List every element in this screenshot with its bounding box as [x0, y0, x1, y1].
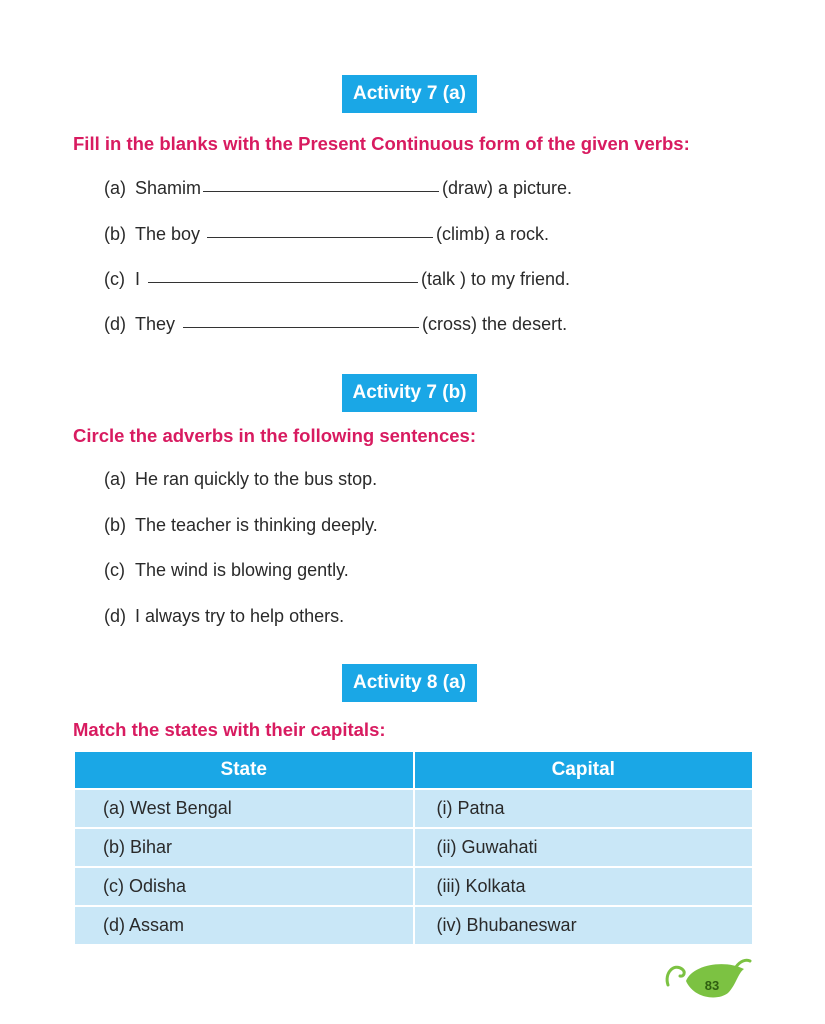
answer-blank[interactable] [207, 236, 433, 238]
item-letter: (a) [104, 469, 126, 489]
answer-blank[interactable] [148, 281, 418, 283]
item-subject: I [135, 269, 141, 289]
item-letter: (d) [104, 606, 126, 626]
blank-item-b [104, 224, 549, 245]
adverb-item-a [104, 469, 377, 490]
page-number: 83 [704, 978, 720, 993]
blank-item-a [104, 178, 572, 199]
column-header-state: State [75, 752, 414, 789]
capital-cell[interactable]: (i) Patna [414, 789, 753, 828]
activity-badge-8a: Activity 8 (a) [342, 664, 477, 702]
item-verb: (draw) a picture. [442, 178, 573, 198]
table-header-row [75, 752, 752, 789]
item-letter: (b) [104, 224, 126, 244]
blank-item-c [104, 269, 570, 290]
table-row [75, 789, 752, 828]
item-subject: Shamim [135, 178, 202, 198]
activity-badge-7b: Activity 7 (b) [342, 374, 477, 412]
capital-cell[interactable]: (ii) Guwahati [414, 828, 753, 867]
activity-badge-7a: Activity 7 (a) [342, 75, 477, 113]
item-letter: (a) [104, 178, 126, 198]
capital-cell[interactable]: (iii) Kolkata [414, 867, 753, 906]
table-row [75, 906, 752, 944]
state-capital-table [75, 752, 752, 944]
sentence-text[interactable]: The wind is blowing gently. [135, 560, 349, 580]
item-letter: (b) [104, 515, 126, 535]
column-header-capital: Capital [414, 752, 753, 789]
item-subject: They [135, 314, 176, 334]
instruction-7b: Circle the adverbs in the following sentences: [73, 425, 476, 446]
blank-item-d [104, 314, 567, 335]
state-cell[interactable]: (b) Bihar [75, 828, 414, 867]
item-letter: (c) [104, 560, 125, 580]
table-row [75, 828, 752, 867]
item-verb: (talk ) to my friend. [421, 269, 571, 289]
item-letter: (c) [104, 269, 125, 289]
item-verb: (cross) the desert. [422, 314, 568, 334]
adverb-item-c [104, 560, 349, 581]
table-row [75, 867, 752, 906]
answer-blank[interactable] [183, 326, 419, 328]
sentence-text[interactable]: The teacher is thinking deeply. [135, 515, 378, 535]
instruction-8a: Match the states with their capitals: [73, 719, 386, 740]
capital-cell[interactable]: (iv) Bhubaneswar [414, 906, 753, 944]
state-cell[interactable]: (a) West Bengal [75, 789, 414, 828]
sentence-text[interactable]: I always try to help others. [135, 606, 345, 626]
answer-blank[interactable] [203, 190, 439, 192]
item-letter: (d) [104, 314, 126, 334]
adverb-item-b [104, 515, 378, 536]
instruction-7a: Fill in the blanks with the Present Continuous form of the given verbs: [73, 133, 690, 154]
state-cell[interactable]: (c) Odisha [75, 867, 414, 906]
item-subject: The boy [135, 224, 201, 244]
sentence-text[interactable]: He ran quickly to the bus stop. [135, 469, 378, 489]
state-cell[interactable]: (d) Assam [75, 906, 414, 944]
adverb-item-d [104, 606, 344, 627]
item-verb: (climb) a rock. [436, 224, 550, 244]
